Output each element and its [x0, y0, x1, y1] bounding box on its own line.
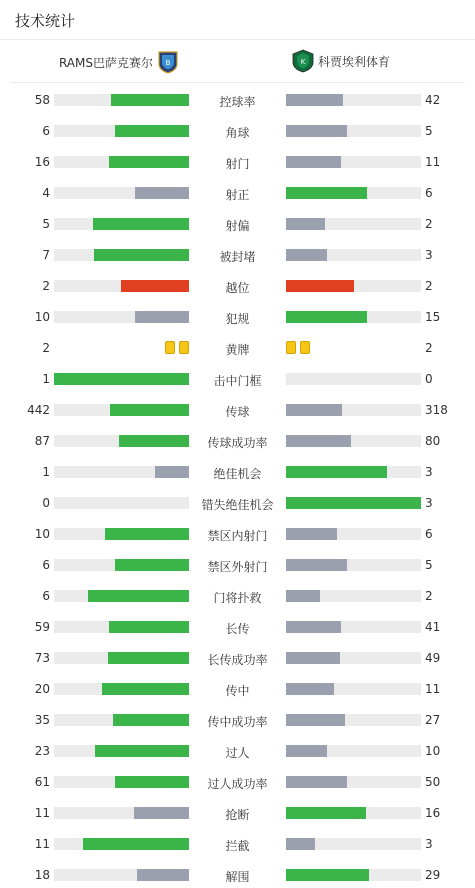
away-bar-fill	[286, 714, 345, 726]
away-value: 15	[425, 310, 441, 324]
away-value: 49	[425, 651, 441, 665]
away-bar-fill	[286, 776, 347, 788]
home-bar-fill	[108, 652, 189, 664]
away-bar-track	[286, 94, 421, 106]
away-bar-track	[286, 249, 421, 261]
svg-text:K: K	[300, 58, 306, 66]
stat-row	[0, 432, 475, 452]
home-value: 11	[34, 837, 50, 851]
home-value: 87	[34, 434, 50, 448]
home-value: 6	[42, 558, 50, 572]
away-value: 3	[425, 248, 433, 262]
away-bar-fill	[286, 187, 367, 199]
stat-label: 击中门框	[213, 374, 262, 388]
stat-row	[0, 866, 475, 886]
stat-label: 长传成功率	[207, 653, 268, 667]
away-bar-fill	[286, 249, 327, 261]
away-value: 3	[425, 837, 433, 851]
away-value: 29	[425, 868, 441, 882]
home-bar-track	[54, 714, 189, 726]
stat-label: 黄牌	[225, 343, 250, 357]
away-bar-fill	[286, 280, 354, 292]
home-bar-fill	[121, 280, 189, 292]
home-team-logo-icon	[157, 50, 179, 74]
home-bar-fill	[102, 683, 189, 695]
home-bar-fill	[119, 435, 189, 447]
home-bar-track	[54, 218, 189, 230]
home-bar-track	[54, 125, 189, 137]
away-bar-fill	[286, 559, 347, 571]
away-value: 5	[425, 558, 433, 572]
stat-row	[0, 556, 475, 576]
stat-label: 角球	[225, 126, 250, 140]
away-value: 27	[425, 713, 441, 727]
stat-label: 传球	[225, 405, 250, 419]
home-bar-fill	[109, 156, 189, 168]
stat-label: 控球率	[219, 95, 256, 109]
home-value: 2	[42, 341, 50, 355]
home-bar-track	[54, 466, 189, 478]
away-value: 318	[425, 403, 448, 417]
home-value: 23	[34, 744, 50, 758]
away-value: 5	[425, 124, 433, 138]
home-bar-track	[54, 776, 189, 788]
away-value: 42	[425, 93, 441, 107]
away-bar-track	[286, 187, 421, 199]
home-value: 59	[34, 620, 50, 634]
away-bar-track	[286, 652, 421, 664]
home-bar-fill	[115, 559, 189, 571]
home-value: 4	[42, 186, 50, 200]
home-bar-fill	[134, 807, 189, 819]
home-team[interactable]	[59, 50, 179, 74]
away-value: 0	[425, 372, 433, 386]
away-team-name: 科贾埃利体育	[318, 54, 391, 69]
home-yellow-cards	[165, 341, 189, 354]
stat-row	[0, 711, 475, 731]
home-bar-track	[54, 590, 189, 602]
away-bar-fill	[286, 218, 325, 230]
home-bar-fill	[135, 311, 189, 323]
home-value: 6	[42, 124, 50, 138]
home-bar-fill	[95, 745, 189, 757]
stat-row	[0, 339, 475, 359]
stat-row	[0, 246, 475, 266]
away-value: 11	[425, 682, 441, 696]
stat-label: 错失绝佳机会	[201, 498, 274, 512]
away-bar-fill	[286, 466, 387, 478]
away-bar-track	[286, 497, 421, 509]
away-value: 3	[425, 465, 433, 479]
home-value: 35	[34, 713, 50, 727]
away-bar-track	[286, 590, 421, 602]
home-bar-fill	[83, 838, 189, 850]
away-value: 11	[425, 155, 441, 169]
home-bar-fill	[54, 373, 189, 385]
away-value: 2	[425, 341, 433, 355]
home-bar-track	[54, 187, 189, 199]
stat-row	[0, 308, 475, 328]
home-bar-track	[54, 94, 189, 106]
home-bar-track	[54, 404, 189, 416]
home-bar-fill	[135, 187, 189, 199]
stat-row	[0, 91, 475, 111]
away-bar-fill	[286, 652, 340, 664]
home-bar-track	[54, 807, 189, 819]
home-value: 1	[42, 465, 50, 479]
away-bar-fill	[286, 621, 341, 633]
stat-row	[0, 215, 475, 235]
home-bar-fill	[105, 528, 189, 540]
away-bar-track	[286, 838, 421, 850]
away-value: 2	[425, 279, 433, 293]
away-value: 2	[425, 217, 433, 231]
away-bar-track	[286, 683, 421, 695]
away-bar-fill	[286, 435, 351, 447]
stat-label: 拦截	[225, 839, 250, 853]
home-bar-track	[54, 435, 189, 447]
yellow-card-icon	[179, 341, 189, 354]
home-bar-track	[54, 280, 189, 292]
home-value: 5	[42, 217, 50, 231]
home-value: 20	[34, 682, 50, 696]
home-bar-track	[54, 838, 189, 850]
home-value: 18	[34, 868, 50, 882]
home-bar-track	[54, 249, 189, 261]
stat-label: 射正	[225, 188, 250, 202]
stat-row	[0, 122, 475, 142]
home-bar-fill	[93, 218, 189, 230]
away-team[interactable]	[292, 49, 390, 73]
stat-label: 射门	[225, 157, 250, 171]
stat-label: 长传	[225, 622, 250, 636]
away-bar-track	[286, 621, 421, 633]
home-value: 73	[34, 651, 50, 665]
home-value: 442	[27, 403, 50, 417]
home-team-name: RAMS巴萨克赛尔	[58, 55, 153, 70]
away-bar-track	[286, 280, 421, 292]
stat-label: 传中成功率	[207, 715, 268, 729]
away-bar-track	[286, 218, 421, 230]
away-bar-fill	[286, 869, 369, 881]
home-value: 6	[42, 589, 50, 603]
away-value: 10	[425, 744, 441, 758]
away-value: 50	[425, 775, 441, 789]
stat-row	[0, 835, 475, 855]
away-bar-fill	[286, 156, 341, 168]
stat-label: 越位	[225, 281, 250, 295]
teams-header	[10, 40, 465, 83]
home-bar-fill	[113, 714, 189, 726]
stat-label: 射偏	[225, 219, 250, 233]
away-team-logo-icon	[292, 49, 314, 73]
away-bar-track	[286, 156, 421, 168]
away-value: 80	[425, 434, 441, 448]
home-bar-track	[54, 497, 189, 509]
stat-row	[0, 587, 475, 607]
yellow-card-icon	[286, 341, 296, 354]
home-bar-fill	[94, 249, 189, 261]
away-bar-fill	[286, 683, 334, 695]
stat-row	[0, 742, 475, 762]
away-bar-track	[286, 528, 421, 540]
stat-row	[0, 804, 475, 824]
home-value: 1	[42, 372, 50, 386]
home-bar-track	[54, 869, 189, 881]
stat-row	[0, 525, 475, 545]
home-bar-track	[54, 528, 189, 540]
away-bar-track	[286, 714, 421, 726]
stat-row	[0, 153, 475, 173]
stat-row	[0, 184, 475, 204]
stat-row	[0, 680, 475, 700]
away-bar-track	[286, 404, 421, 416]
away-bar-fill	[286, 528, 337, 540]
home-value: 2	[42, 279, 50, 293]
away-bar-fill	[286, 497, 421, 509]
away-bar-fill	[286, 404, 342, 416]
away-bar-track	[286, 807, 421, 819]
stat-row	[0, 463, 475, 483]
away-value: 6	[425, 186, 433, 200]
stat-row	[0, 277, 475, 297]
away-bar-track	[286, 125, 421, 137]
home-bar-track	[54, 311, 189, 323]
away-bar-track	[286, 745, 421, 757]
away-bar-track	[286, 311, 421, 323]
home-bar-fill	[110, 404, 189, 416]
stat-label: 犯规	[225, 312, 250, 326]
stat-label: 门将扑救	[213, 591, 262, 605]
yellow-card-icon	[300, 341, 310, 354]
stat-row	[0, 618, 475, 638]
away-bar-track	[286, 869, 421, 881]
yellow-card-icon	[165, 341, 175, 354]
stat-row	[0, 401, 475, 421]
away-bar-fill	[286, 745, 327, 757]
away-value: 3	[425, 496, 433, 510]
away-value: 6	[425, 527, 433, 541]
home-bar-track	[54, 652, 189, 664]
home-value: 61	[34, 775, 50, 789]
stat-label: 传中	[225, 684, 250, 698]
home-bar-fill	[137, 869, 189, 881]
stat-label: 过人	[225, 746, 250, 760]
home-value: 7	[42, 248, 50, 262]
away-bar-fill	[286, 807, 366, 819]
home-bar-track	[54, 156, 189, 168]
home-bar-track	[54, 683, 189, 695]
home-bar-fill	[88, 590, 189, 602]
stat-label: 传球成功率	[207, 436, 268, 450]
away-value: 41	[425, 620, 441, 634]
home-bar-fill	[109, 621, 189, 633]
away-bar-fill	[286, 94, 343, 106]
away-value: 2	[425, 589, 433, 603]
stat-label: 解围	[225, 870, 250, 884]
away-bar-track	[286, 466, 421, 478]
stat-row	[0, 370, 475, 390]
away-bar-fill	[286, 838, 315, 850]
away-bar-track	[286, 373, 421, 385]
stat-row	[0, 494, 475, 514]
home-value: 10	[34, 527, 50, 541]
home-bar-track	[54, 745, 189, 757]
away-bar-fill	[286, 311, 367, 323]
away-yellow-cards	[286, 341, 310, 354]
away-value: 16	[425, 806, 441, 820]
home-value: 16	[34, 155, 50, 169]
home-bar-fill	[115, 125, 189, 137]
home-value: 10	[34, 310, 50, 324]
away-bar-track	[286, 559, 421, 571]
home-value: 58	[34, 93, 50, 107]
home-bar-track	[54, 621, 189, 633]
home-bar-track	[54, 559, 189, 571]
stat-label: 被封堵	[219, 250, 256, 264]
away-bar-track	[286, 776, 421, 788]
home-bar-fill	[115, 776, 189, 788]
svg-text:B: B	[165, 59, 171, 67]
stat-row	[0, 773, 475, 793]
away-bar-track	[286, 435, 421, 447]
away-bar-fill	[286, 125, 347, 137]
away-bar-fill	[286, 590, 320, 602]
home-value: 0	[42, 496, 50, 510]
home-bar-fill	[111, 94, 189, 106]
stat-label: 禁区内射门	[207, 529, 268, 543]
section-header	[0, 0, 475, 40]
stat-label: 禁区外射门	[207, 560, 268, 574]
section-title: 技术统计	[15, 12, 76, 30]
home-bar-track	[54, 373, 189, 385]
stat-row	[0, 649, 475, 669]
stat-label: 抢断	[225, 808, 250, 822]
home-value: 11	[34, 806, 50, 820]
stat-label: 绝佳机会	[213, 467, 262, 481]
stat-label: 过人成功率	[207, 777, 268, 791]
home-bar-fill	[155, 466, 189, 478]
